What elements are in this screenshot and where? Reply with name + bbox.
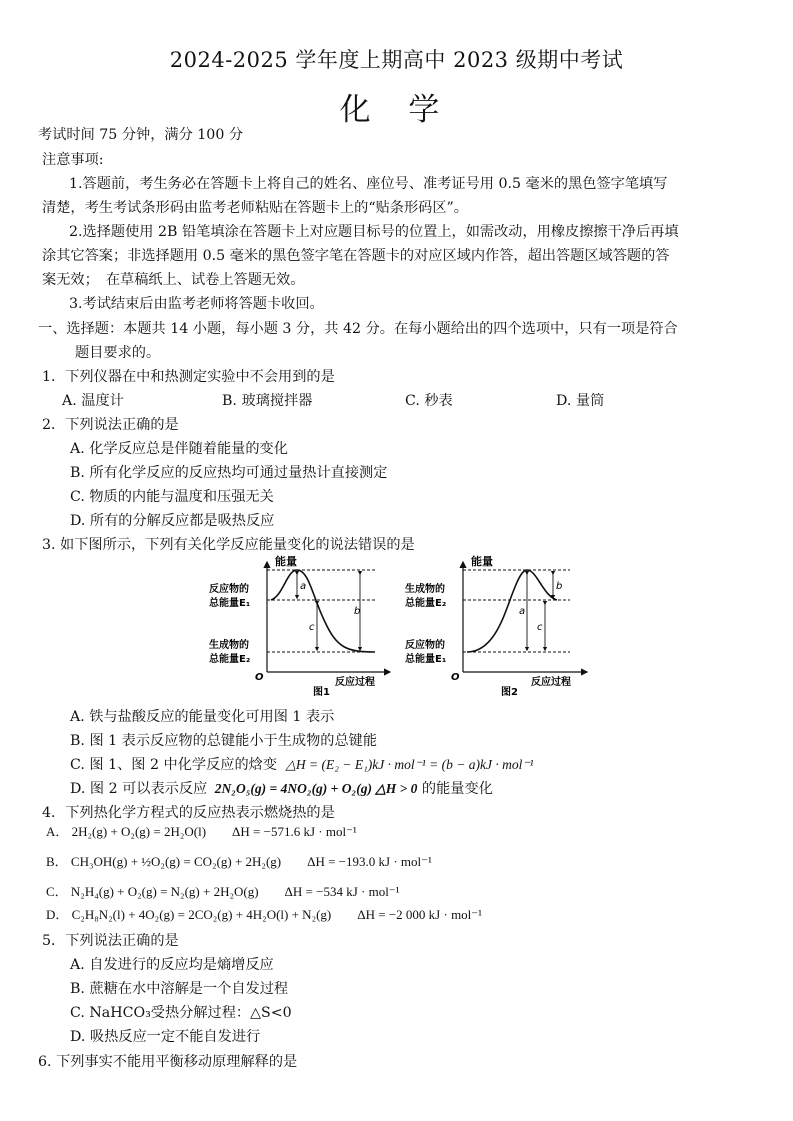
notice-2c: 案无效； 在草稿纸上、试卷上答题无效。 <box>42 272 305 288</box>
subject-title: 化 学 <box>339 92 454 128</box>
q5-option-b: B. 蔗糖在水中溶解是一个自发过程 <box>70 981 289 997</box>
fig2-curve <box>467 570 557 652</box>
q5-option-a: A. 自发进行的反应均是熵增反应 <box>70 957 274 973</box>
fig1-reactant-l1: 反应物的 <box>209 584 249 595</box>
fig2-caption: 图2 <box>501 687 518 698</box>
fig2-reactant-l2: 总能量E₁ <box>405 654 447 665</box>
fig1-product-l2: 总能量E₂ <box>209 654 251 665</box>
q3-option-c-text: C. 图 1、图 2 中化学反应的焓变 <box>70 757 278 773</box>
fig1-label-a: a <box>300 581 307 592</box>
q5-option-d: D. 吸热反应一定不能自发进行 <box>70 1029 261 1045</box>
fig1-label-b: b <box>354 606 361 617</box>
figure-1 <box>209 554 390 698</box>
fig2-label-b: b <box>556 581 563 592</box>
fig1-product-l1: 生成物的 <box>209 640 249 651</box>
fig1-reactant-l2: 总能量E₁ <box>209 598 251 609</box>
q5-option-c: C. NaHCO₃受热分解过程：△S<0 <box>70 1005 292 1021</box>
q3-option-d-tail: 的能量变化 <box>421 781 493 797</box>
fig2-x-label: 反应过程 <box>531 677 571 688</box>
q2-option-b: B. 所有化学反应的反应热均可通过量热计直接测定 <box>70 465 388 481</box>
q3-option-d-formula: 2N₂O₅(g) = 4NO₂(g) + O₂(g) △H > 0 <box>214 781 418 796</box>
fig2-product-l2: 总能量E₂ <box>405 598 447 609</box>
energy-diagrams <box>205 552 595 700</box>
fig1-y-label: 能量 <box>275 555 297 568</box>
q2-option-a: A. 化学反应总是伴随着能量的变化 <box>70 441 288 457</box>
q3-option-c <box>70 755 534 775</box>
notice-2a: 2.选择题使用 2B 铅笔填涂在答题卡上对应题目标号的位置上，如需改动，用橡皮擦擦干净后再填 <box>69 224 679 240</box>
figure-2 <box>405 554 587 698</box>
fig1-x-label: 反应过程 <box>335 677 375 688</box>
fig2-y-label: 能量 <box>471 555 493 568</box>
q4-option-a: A． 2H₂(g) + O₂(g) = 2H₂O(l) ΔH = −571.6 kJ · mol⁻¹ <box>46 824 357 839</box>
notice-2b: 涂其它答案；非选择题用 0.5 毫米的黑色签字笔在答题卡的对应区域内作答，超出答题区域答题的答 <box>42 248 670 264</box>
fig2-product-l1: 生成物的 <box>405 584 445 595</box>
exam-info: 考试时间 75 分钟，满分 100 分 <box>38 127 244 143</box>
q3-option-a: A. 铁与盐酸反应的能量变化可用图 1 表示 <box>70 709 335 725</box>
notice-1a: 1.答题前，考生务必在答题卡上将自己的姓名、座位号、准考证号用 0.5 毫米的黑色签字笔填写 <box>69 176 668 192</box>
q1-stem: 1．下列仪器在中和热测定实验中不会用到的是 <box>42 369 335 385</box>
notice-1b: 清楚，考生考试条形码由监考老师粘贴在答题卡上的“贴条形码区”。 <box>42 200 468 216</box>
fig2-reactant-l1: 反应物的 <box>405 640 445 651</box>
q3-option-d <box>70 779 493 799</box>
fig2-origin: O <box>451 672 460 683</box>
q1-option-c: C. 秒表 <box>405 393 453 409</box>
q4-stem: 4．下列热化学方程式的反应热表示燃烧热的是 <box>42 805 335 821</box>
fig2-label-c: c <box>537 622 543 633</box>
q4-option-d: D． C₂H₈N₂(l) + 4O₂(g) = 2CO₂(g) + 4H₂O(l) + N₂(g) ΔH = −2 000 kJ · mol⁻¹ <box>46 907 483 922</box>
q5-stem: 5．下列说法正确的是 <box>42 933 179 949</box>
q2-option-c: C. 物质的内能与温度和压强无关 <box>70 489 274 505</box>
q3-option-d-text: D. 图 2 可以表示反应 <box>70 781 208 797</box>
q2-stem: 2．下列说法正确的是 <box>42 417 179 433</box>
q2-option-d: D. 所有的分解反应都是吸热反应 <box>70 513 275 529</box>
q4-option-c: C． N₂H₄(g) + O₂(g) = N₂(g) + 2H₂O(g) ΔH = −534 kJ · mol⁻¹ <box>46 884 400 899</box>
notice-title: 注意事项: <box>42 152 104 168</box>
section-heading: 一、选择题：本题共 14 小题，每小题 3 分，共 42 分。在每小题给出的四个选项中，只有一项是符合 <box>38 321 678 337</box>
section-heading-cont: 题目要求的。 <box>75 345 161 361</box>
q1-option-a: A. 温度计 <box>62 393 124 409</box>
exam-title: 2024-2025 学年度上期高中 2023 级期中考试 <box>169 48 624 72</box>
fig2-label-a: a <box>519 606 526 617</box>
q6-stem: 6. 下列事实不能用平衡移动原理解释的是 <box>38 1054 298 1070</box>
fig1-origin: O <box>255 672 264 683</box>
q3-option-c-formula: △H = (E₂ − E₁)kJ · mol⁻¹ = (b − a)kJ · mol⁻¹ <box>285 757 534 772</box>
q1-option-b: B. 玻璃搅拌器 <box>222 393 313 409</box>
notice-3: 3.考试结束后由监考老师将答题卡收回。 <box>69 296 324 312</box>
q3-stem: 3. 如下图所示，下列有关化学反应能量变化的说法错误的是 <box>42 537 415 553</box>
fig1-label-c: c <box>309 622 315 633</box>
q4-option-b: B． CH₃OH(g) + ½O₂(g) = CO₂(g) + 2H₂(g) ΔH = −193.0 kJ · mol⁻¹ <box>46 854 432 869</box>
q3-option-b: B. 图 1 表示反应物的总键能小于生成物的总键能 <box>70 733 378 749</box>
fig1-caption: 图1 <box>313 687 330 698</box>
q1-option-d: D. 量筒 <box>556 393 605 409</box>
